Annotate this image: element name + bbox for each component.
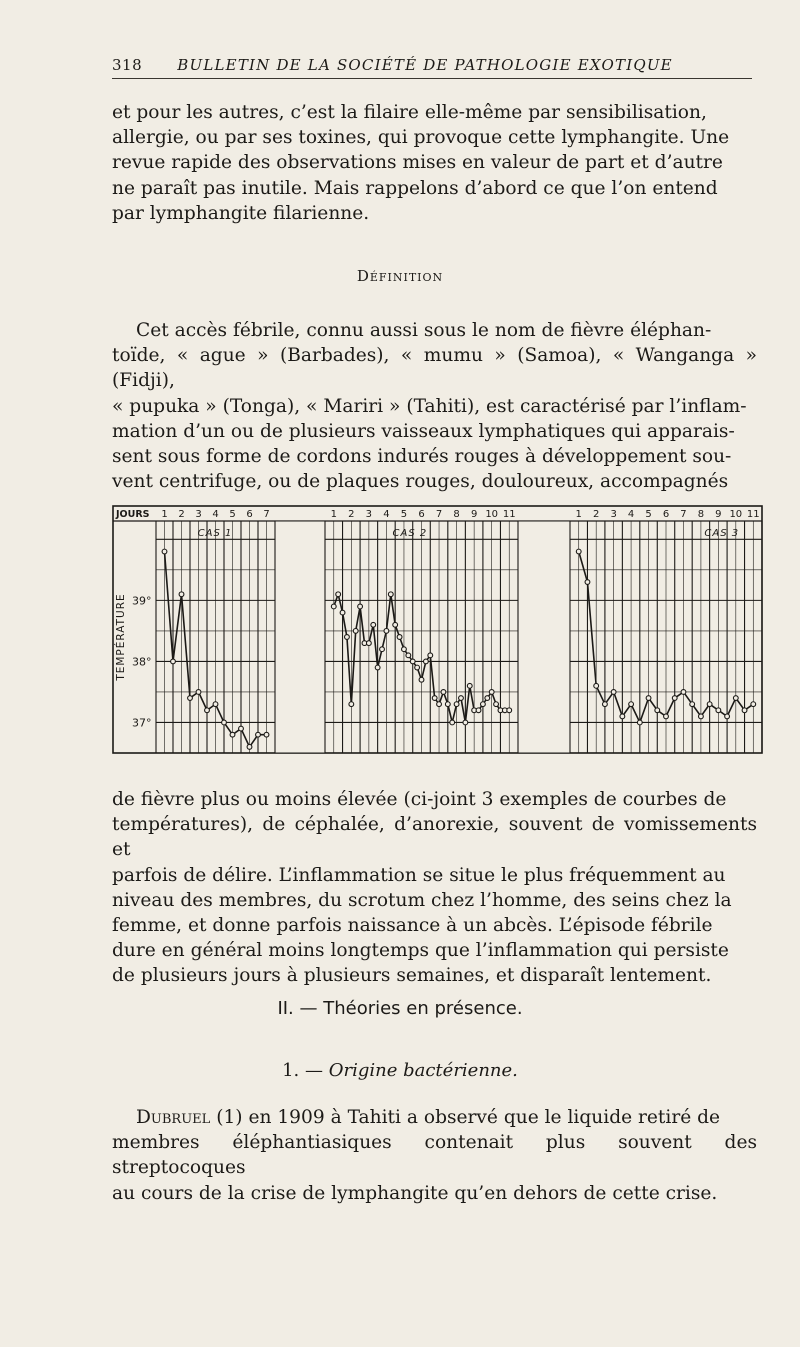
panel-gap [518,521,570,753]
text-line [112,1105,757,1130]
y-axis-label: TEMPÉRATURE [115,593,127,681]
data-point [171,659,176,664]
day-label: 2 [178,509,185,520]
text-line: de fièvre plus ou moins élevée (ci-joint 3 exemples de courbes de [112,789,727,810]
data-point [454,702,459,707]
section-heading: II. — Théories en présence. [277,998,523,1019]
data-point [340,610,345,615]
data-point [331,604,336,609]
data-point [725,714,730,719]
data-point [485,696,490,701]
data-point [371,622,376,627]
day-label: 8 [697,509,705,520]
text-line: parfois de délire. L’inflammation se situe le plus fréquemment au [112,864,726,886]
text-line: vent centrifuge, ou de plaques rouges, douloureux, accompagnés [112,471,729,493]
data-point [415,665,420,670]
data-point [733,696,738,701]
data-point [655,708,660,713]
data-point [751,702,756,707]
day-label: 5 [645,509,652,520]
data-point [366,641,371,646]
data-point [742,708,747,713]
temperature-chart [112,505,764,755]
data-point [664,714,669,719]
data-point [494,702,499,707]
data-point [230,732,235,737]
data-point [384,628,389,633]
data-point [690,702,695,707]
data-point [481,702,486,707]
data-point [428,653,433,658]
paragraph-4 [112,1105,757,1206]
text-line: « pupuka » (Tonga), « Mariri » (Tahiti), est caractérisé par l’inflam- [112,395,747,417]
day-label: 9 [470,509,478,520]
text-line: membres éléphantiasiques contenait plus souvent des streptocoques [112,1132,757,1179]
text-fragment: (1) en 1909 à Tahiti a observé que le liquide retiré de [216,1107,721,1128]
data-point [450,720,455,725]
data-point [681,690,686,695]
paragraph-1 [112,100,757,226]
panel-gap [275,521,325,753]
text-line: mation d’un ou de plusieurs vaisseaux lymphatiques qui apparais- [112,420,735,442]
text-line: et pour les autres, c’est la filaire elle-même par sensibilisation, [112,102,707,123]
text-line: par lymphangite filarienne. [112,202,370,224]
data-point [445,702,450,707]
data-point [406,653,411,658]
data-point [646,696,651,701]
day-label: 10 [729,509,743,520]
definition-heading: Définition [356,267,444,285]
day-label: 5 [400,509,408,520]
case-label: CAS 1 [197,528,233,539]
data-point [707,702,712,707]
subsection-heading [0,1060,800,1081]
day-label: 2 [348,509,355,520]
day-label: 6 [662,509,670,520]
data-point [358,604,363,609]
paragraph-3 [112,787,757,989]
y-tick-label: 39° [132,594,152,608]
data-point [476,708,481,713]
data-point [188,696,193,701]
data-point [594,683,599,688]
data-point [205,708,210,713]
day-label: 4 [212,509,219,520]
day-label: 1 [575,509,582,520]
data-point [603,702,608,707]
data-point [629,702,634,707]
data-point [637,720,642,725]
data-point [423,659,428,664]
day-label: 6 [246,509,253,520]
data-point [196,690,201,695]
text-line: de plusieurs jours à plusieurs semaines, et disparaît lentement. [112,965,712,987]
data-point [699,714,704,719]
day-label: 1 [161,509,168,520]
data-point [441,690,446,695]
data-point [611,690,616,695]
running-head [112,56,752,79]
data-point [459,696,464,701]
data-point [489,690,494,695]
day-label: 3 [610,509,617,520]
day-label: 7 [435,509,443,520]
text-line: toïde, « ague » (Barbades), « mumu » (Samoa), « Wanganga » (Fidji), [112,345,757,392]
journal-title: BULLETIN DE LA SOCIÉTÉ DE PATHOLOGIE EXOTIQUE [177,56,673,74]
day-label: 7 [680,509,687,520]
day-label: 4 [383,509,390,520]
author-name: Dubruel [136,1107,211,1128]
data-point [388,592,393,597]
day-label: 3 [365,509,373,520]
data-point [437,702,442,707]
data-point [213,702,218,707]
y-tick-label: 38° [132,655,152,669]
data-point [393,622,398,627]
case-label: CAS 2 [392,528,428,539]
data-point [375,665,380,670]
data-point [222,720,227,725]
data-point [353,628,358,633]
day-label: 1 [330,509,337,520]
data-point [620,714,625,719]
x-axis-label: JOURS [116,509,150,520]
data-point [467,683,472,688]
day-label: 6 [418,509,425,520]
text-line: Cet accès fébrile, connu aussi sous le nom de fièvre éléphan- [136,320,712,341]
data-point [410,659,415,664]
case-label: CAS 3 [704,528,740,539]
data-point [162,549,167,554]
data-point [336,592,341,597]
day-label: 3 [195,509,202,520]
text-line: femme, et donne parfois naissance à un abcès. L’épisode fébrile [112,915,713,937]
day-label: 5 [229,509,236,520]
text-line: températures), de céphalée, d’anorexie, souvent de vomissements et [112,814,757,861]
subsection-number: 1. — [282,1060,323,1081]
y-tick-label: 37° [132,716,152,730]
data-point [380,647,385,652]
data-point [264,732,269,737]
data-point [716,708,721,713]
data-point [576,549,581,554]
data-point [507,708,512,713]
text-line: au cours de la crise de lymphangite qu’en dehors de cette crise. [112,1182,718,1204]
data-point [585,580,590,585]
data-point [397,635,402,640]
day-label: 8 [453,509,460,520]
data-point [345,635,350,640]
text-line: sent sous forme de cordons indurés rouges à développement sou- [112,446,732,468]
page-number: 318 [112,56,143,74]
day-label: 11 [746,509,760,520]
subsection-title: Origine bactérienne. [328,1060,518,1081]
day-label: 11 [502,509,516,520]
data-point [672,696,677,701]
data-point [419,677,424,682]
text-line: allergie, ou par ses toxines, qui provoque cette lymphangite. Une [112,127,730,149]
data-point [463,720,468,725]
data-point [247,744,252,749]
text-line: niveau des membres, du scrotum chez l’homme, des seins chez la [112,889,732,911]
data-point [179,592,184,597]
data-point [402,647,407,652]
day-label: 4 [627,509,635,520]
text-line: revue rapide des observations mises en valeur de part et d’autre [112,152,723,174]
day-label: 9 [715,509,722,520]
day-label: 10 [485,509,499,520]
data-point [256,732,261,737]
paragraph-2 [112,318,757,494]
text-line: ne paraît pas inutile. Mais rappelons d’abord ce que l’on entend [112,177,718,199]
data-point [432,696,437,701]
data-point [239,726,244,731]
day-label: 7 [263,509,270,520]
day-label: 2 [592,509,600,520]
data-point [349,702,354,707]
text-line: dure en général moins longtemps que l’inflammation qui persiste [112,940,729,962]
